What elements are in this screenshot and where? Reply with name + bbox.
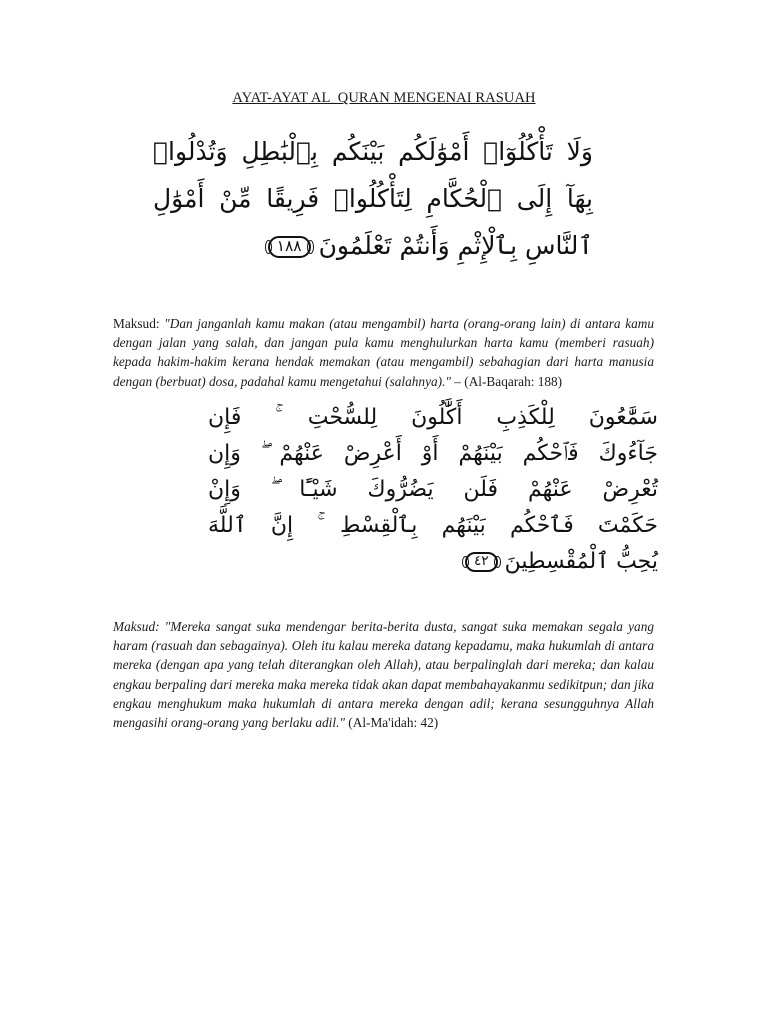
ayah-line: وَلَا تَأْكُلُوٓا۟ أَمْوَٰلَكُم بَيْنَكُم بِٱلْبَٰطِلِ وَتُدْلُوا۟ [153, 137, 593, 166]
ayah-line-text: ٱلنَّاسِ بِٱلْإِثْمِ وَأَنتُمْ تَعْلَمُونَ [318, 231, 593, 260]
ayah-line [208, 544, 658, 580]
ayah-line: بِهَآ إِلَى ٱلْحُكَّامِ لِتَأْكُلُوا۟ فَرِيقًا مِّنْ أَمْوَٰلِ [153, 184, 593, 213]
verse-reference: – (Al-Baqarah: 188) [450, 373, 563, 389]
ayah-line: تُعْرِضْ عَنْهُمْ فَلَن يَضُرُّوكَ شَيْـًٔا ۖ وَإِنْ [208, 477, 658, 502]
verse-reference: (Al-Ma'idah: 42) [344, 715, 439, 731]
translation-label: Maksud: [113, 619, 160, 634]
ayah-al-baqarah-188 [153, 128, 593, 269]
ayah-number-marker: ٤٢ [465, 552, 498, 572]
ayah-line-text: يُحِبُّ ٱلْمُقْسِطِينَ [504, 549, 658, 574]
translation-text: "Dan janganlah kamu makan (atau mengambil) harta (orang-orang lain) di antara kamu dengan jalan yang salah, dan jangan pula kamu menghulurkan harta kamu (memberi rasuah) kepada hakim-hakim kerana hendak memakan (atau mengambil) sebahagian dari harta manusia dengan (berbuat) dosa, padahal kamu mengetahui (salahnya)." [113, 316, 654, 389]
ayah-number-marker: ١٨٨ [268, 236, 311, 258]
ayah-line: حَكَمْتَ فَٱحْكُم بَيْنَهُم بِٱلْقِسْطِ ۚ إِنَّ ٱللَّهَ [208, 513, 658, 538]
translation-al-baqarah-188 [113, 314, 654, 391]
translation-label: Maksud: [113, 316, 160, 331]
ayah-line [153, 222, 593, 269]
document-title: AYAT-AYAT AL_QURAN MENGENAI RASUAH [232, 90, 536, 106]
ayah-al-maidah-42 [208, 400, 658, 580]
ayah-line: سَمَّٰعُونَ لِلْكَذِبِ أَكَّٰلُونَ لِلسُّحْتِ ۚ فَإِن [208, 405, 658, 430]
translation-text: "Mereka sangat suka mendengar berita-berita dusta, sangat suka memakan segala yang haram (rasuah dan sebagainya). Oleh itu kalau mereka datang kepadamu, maka hukumlah di antara mereka (dengan apa yang telah diterangkan oleh Allah), atau berpalinglah dari mereka; dan kalau engkau berpaling dari mereka maka mereka tidak akan dapat membahayakanmu sedikitpun; dan jika engkau menghukum maka hukumlah di antara mereka dengan adil; kerana sesungguhnya Allah mengasihi orang-orang yang berlaku adil." [113, 619, 654, 731]
ayah-line: جَآءُوكَ فَٱحْكُم بَيْنَهُمْ أَوْ أَعْرِضْ عَنْهُمْ ۖ وَإِن [208, 441, 658, 466]
translation-al-maidah-42 [113, 617, 654, 732]
